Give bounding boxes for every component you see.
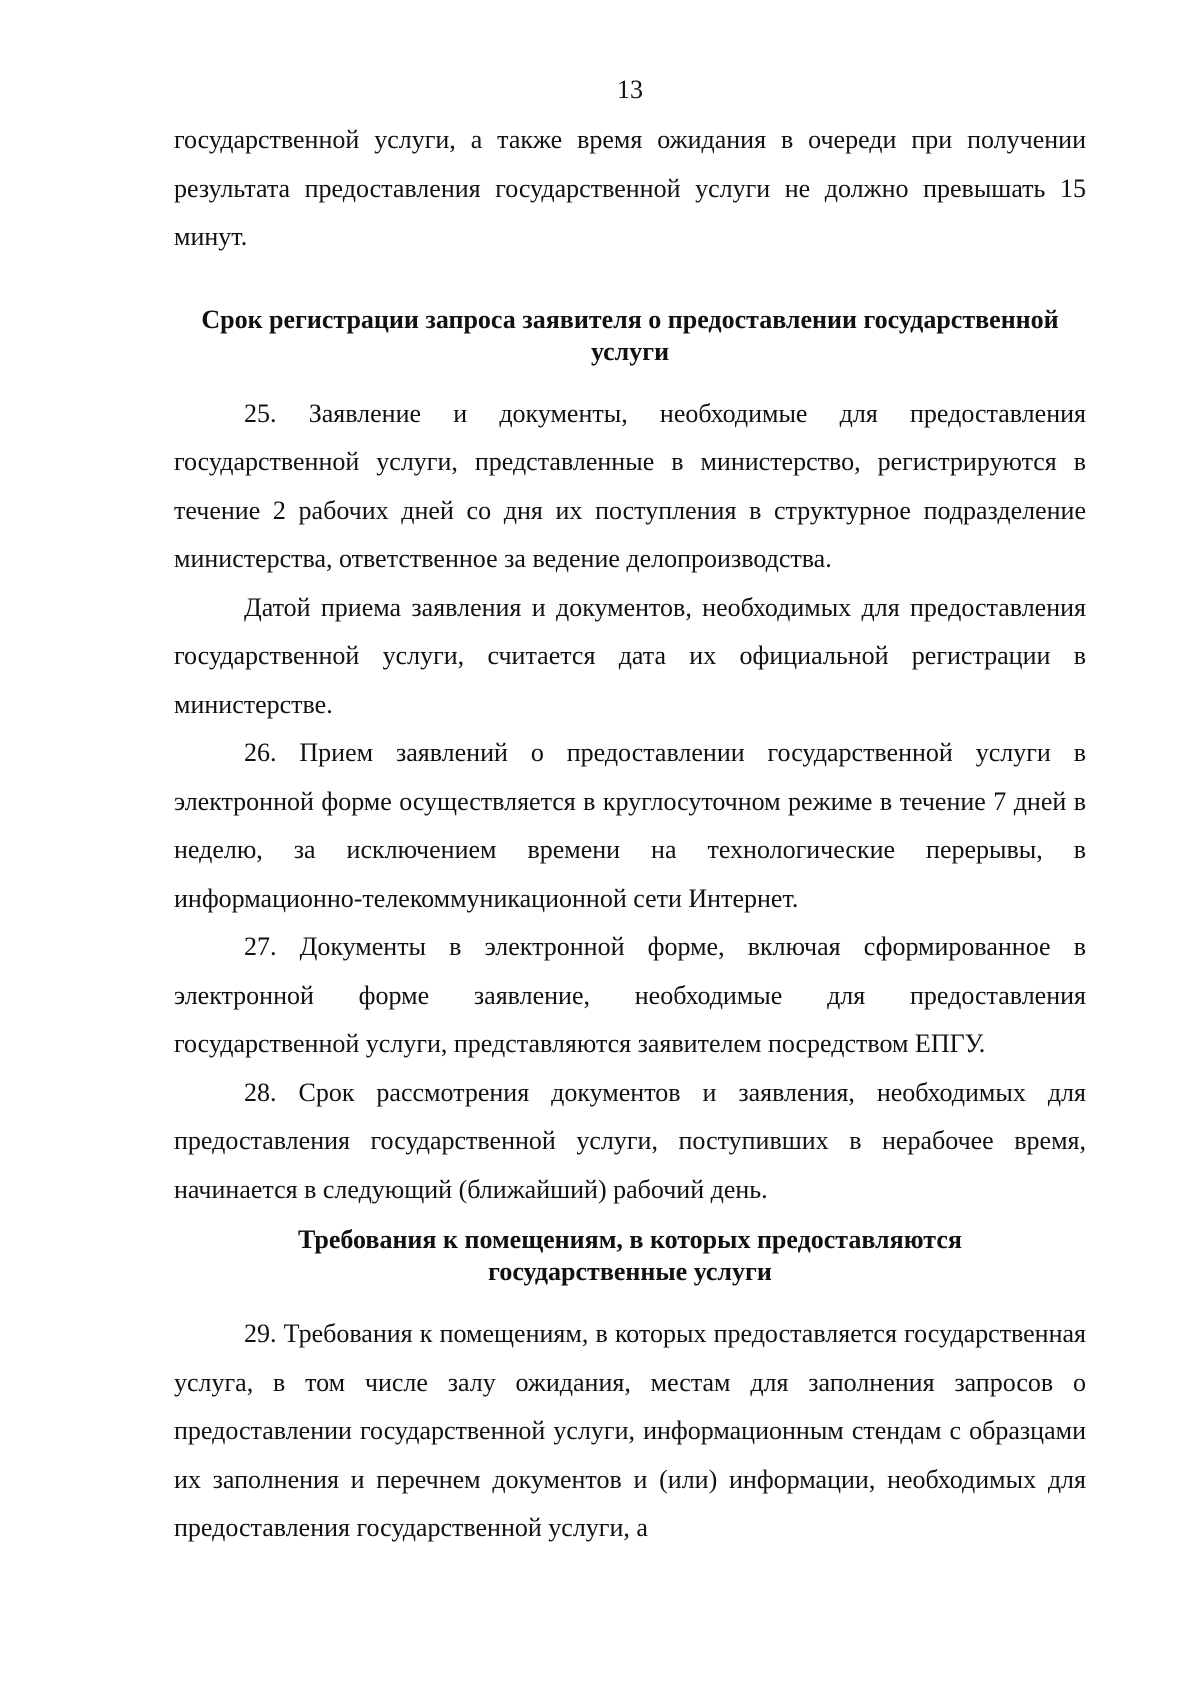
paragraph-date-of-receipt: Датой приема заявления и документов, необходимых для предоставления государственной услуги, считается дата их официальной регистрации в министерстве. — [174, 592, 1086, 719]
paragraph-27: 27. Документы в электронной форме, включая сформированное в электронной форме заявление, необходимые для предоставления государственной услуги, представляются заявителем посредством ЕПГУ. — [174, 932, 1086, 1058]
heading-line: Требования к помещениям, в которых предоставляются — [298, 1225, 962, 1254]
paragraph-continuation: государственной услуги, а также время ожидания в очереди при получении результата предоставления государственной услуги не должно превышать 15 минут. — [174, 125, 1086, 251]
paragraph-26: 26. Прием заявлений о предоставлении государственной услуги в электронной форме осуществляется в круглосуточном режиме в течение 7 дней в неделю, за исключением времени на технологические перерывы, в информационно-телекоммуникационной сети Интернет. — [174, 738, 1086, 913]
heading-line: услуги — [590, 336, 670, 366]
heading-line: Срок регистрации запроса заявителя о предоставлении государственной — [201, 304, 1059, 334]
page-number: 13 — [617, 75, 643, 104]
paragraph-28: 28. Срок рассмотрения документов и заявления, необходимых для предоставления государственной услуги, поступивших в нерабочее время, начинается в следующий (ближайший) рабочий день. — [174, 1077, 1086, 1204]
section-heading-premises — [174, 1224, 1086, 1288]
paragraph-29: 29. Требования к помещениям, в которых предоставляется государственная услуга, в том числе залу ожидания, местам для заполнения запросов о предоставлении государственной услуги, информационным стендам с образцами их заполнения и перечнем документов и (или) информации, необходимых для предоставления государственной услуги, а — [174, 1319, 1086, 1542]
heading-line: государственные услуги — [488, 1257, 772, 1286]
section-heading-registration — [174, 304, 1086, 368]
paragraph-25: 25. Заявление и документы, необходимые для предоставления государственной услуги, представленные в министерство, регистрируются в течение 2 рабочих дней со дня их поступления в структурное подразделение министерства, ответственное за ведение делопроизводства. — [174, 398, 1086, 573]
